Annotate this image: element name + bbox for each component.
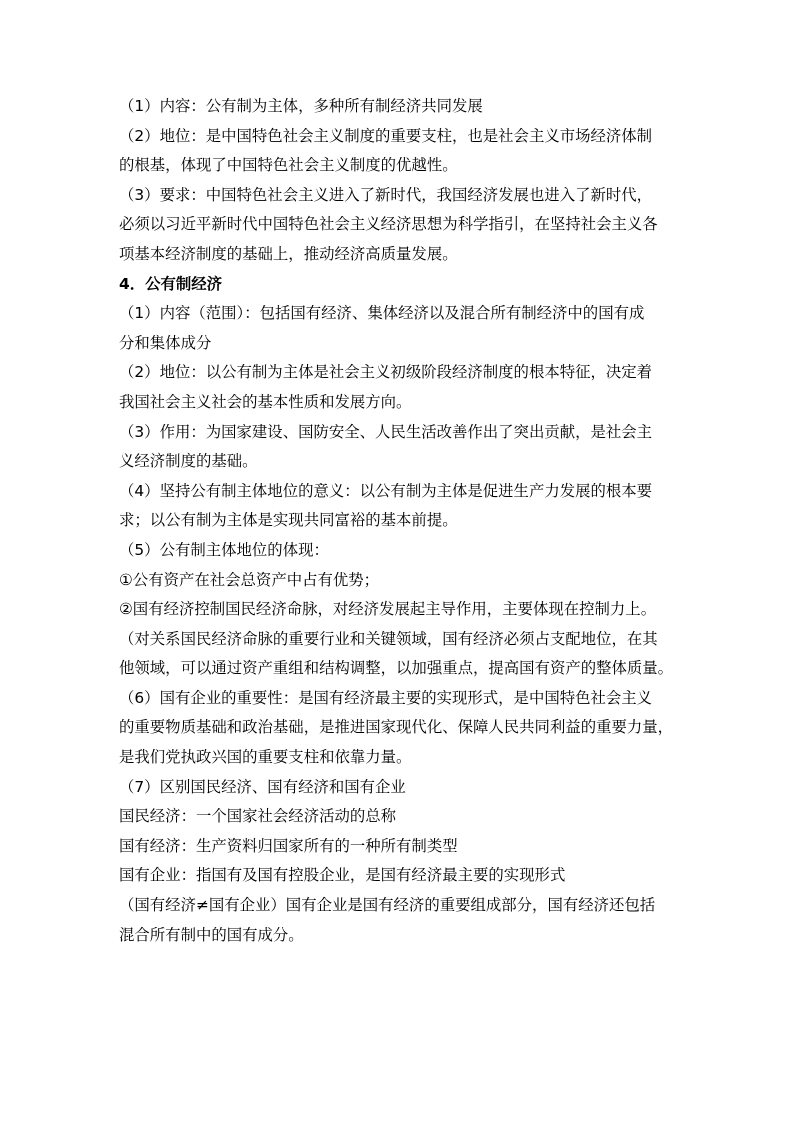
text-line: （3）作用：为国家建设、国防安全、人民生活改善作出了突出贡献，是社会主 — [119, 422, 653, 441]
text-line: （1）内容：公有制为主体，多种所有制经济共同发展 — [119, 97, 483, 115]
text-line: 国有经济：生产资料归国家所有的一种所有制类型 — [119, 836, 458, 855]
text-line: 必须以习近平新时代中国特色社会主义经济思想为科学指引，在坚持社会主义各 — [119, 215, 658, 234]
text-line: 的根基，体现了中国特色社会主义制度的优越性。 — [119, 156, 458, 175]
text-line: （1）内容（范围）：包括国有经济、集体经济以及混合所有制经济中的国有成 — [119, 304, 645, 323]
text-line: （2）地位：是中国特色社会主义制度的重要支柱，也是社会主义市场经济体制 — [119, 126, 653, 145]
text-line: 求；以公有制为主体是实现共同富裕的基本前提。 — [119, 511, 458, 530]
text-line: ①公有资产在社会总资产中占有优势； — [119, 570, 380, 589]
text-line: （4）坚持公有制主体地位的意义：以公有制为主体是促进生产力发展的根本要 — [119, 481, 653, 500]
text-line: （3）要求：中国特色社会主义进入了新时代，我国经济发展也进入了新时代， — [119, 185, 653, 204]
text-line: （6）国有企业的重要性：是国有经济最主要的实现形式，是中国特色社会主义 — [119, 688, 653, 707]
text-line: 是我们党执政兴国的重要支柱和依靠力量。 — [119, 748, 412, 767]
text-line: （7）区别国民经济、国有经济和国有企业 — [119, 777, 406, 796]
text-line: 他领域，可以通过资产重组和结构调整，以加强重点，提高国有资产的整体质量。 — [119, 659, 674, 678]
text-line: （2）地位：以公有制为主体是社会主义初级阶段经济制度的根本特征，决定着 — [119, 363, 653, 382]
text-line: ②国有经济控制国民经济命脉，对经济发展起主导作用，主要体现在控制力上。 — [119, 600, 657, 619]
text-line: 国有企业：指国有及国有控股企业，是国有经济最主要的实现形式 — [119, 866, 566, 885]
text-line: 混合所有制中的国有成分。 — [119, 925, 304, 944]
text-line: （国有经济≠国有企业）国有企业是国有经济的重要组成部分，国有经济还包括 — [119, 896, 656, 915]
text-line: 分和集体成分 — [119, 333, 212, 352]
text-line: 义经济制度的基础。 — [119, 452, 258, 471]
text-line: 国民经济：一个国家社会经济活动的总称 — [119, 807, 397, 826]
text-line: （5）公有制主体地位的体现： — [119, 540, 329, 559]
text-line: 项基本经济制度的基础上，推动经济高质量发展。 — [119, 244, 458, 263]
document-body — [119, 92, 679, 950]
section-heading: 4．公有制经济 — [119, 274, 223, 293]
text-line: （对关系国民经济命脉的重要行业和关键领域，国有经济必须占支配地位，在其 — [119, 629, 658, 648]
text-line: 我国社会主义社会的基本性质和发展方向。 — [119, 392, 412, 411]
text-line: 的重要物质基础和政治基础，是推进国家现代化、保障人民共同利益的重要力量， — [119, 718, 674, 737]
